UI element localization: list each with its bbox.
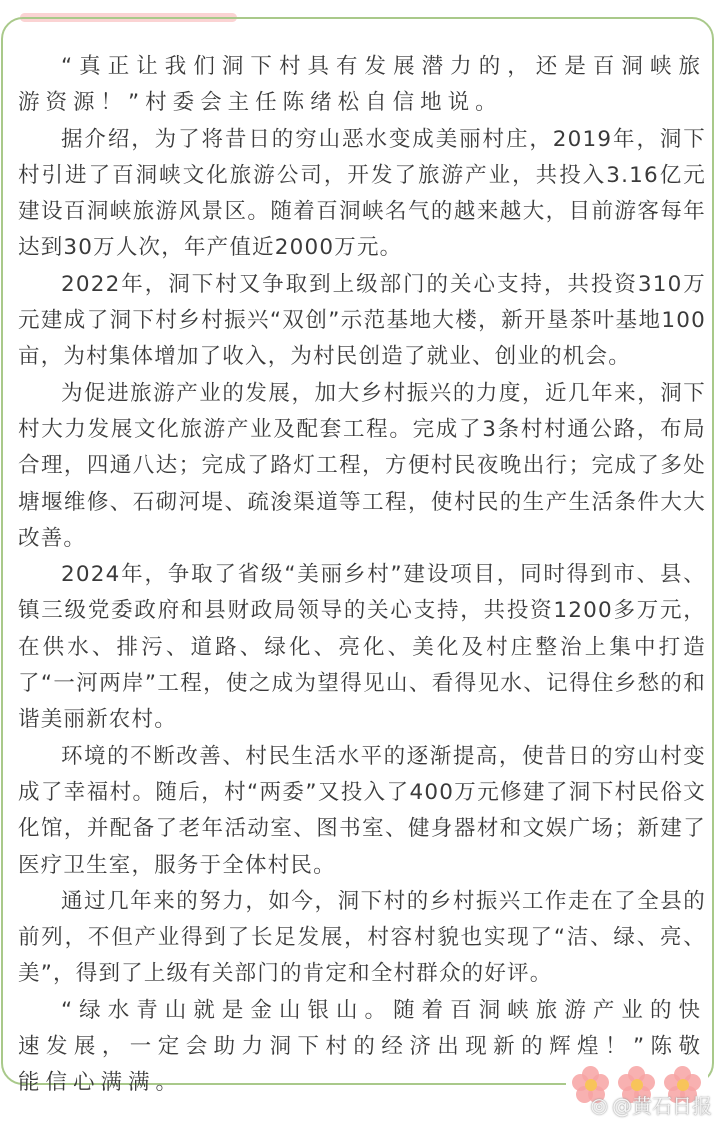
paragraph-4: 为促进旅游产业的发展，加大乡村振兴的力度，近几年来，洞下村大力发展文化旅游产业及配套工程。完成了3条村村通公路，布局合理，四通八达；完成了路灯工程，方便村民夜晚出行；完成了多处塘堰维修、石砌河堤、疏浚渠道等工程，使村民的生产生活条件大大改善。 — [18, 380, 706, 551]
paragraph-7: 通过几年来的努力，如今，洞下村的乡村振兴工作走在了全县的前列，不但产业得到了长足发展，村容村貌也实现了“洁、绿、亮、美”，得到了上级有关部门的肯定和全村群众的好评。 — [18, 888, 706, 987]
paragraph-5: 2024年，争取了省级“美丽乡村”建设项目，同时得到市、县、镇三级党委政府和县财政局领导的关心支持，共投资1200多万元，在供水、排污、道路、绿化、亮化、美化及村庄整治上集中打造了“一河两岸”工程，使之成为望得见山、看得见水、记得住乡愁的和谐美丽新农村。 — [18, 562, 706, 733]
paragraph-3: 2022年，洞下村又争取到上级部门的关心支持，共投资310万元建成了洞下村乡村振兴“双创”示范基地大楼，新开垦茶叶基地100亩，为村集体增加了收入，为村民创造了就业、创业的机会。 — [18, 271, 706, 370]
article-body — [18, 49, 706, 1102]
paragraph-1: “真正让我们洞下村具有发展潜力的，还是百洞峡旅游资源！”村委会主任陈绪松自信地说。 — [18, 54, 706, 116]
paragraph-6: 环境的不断改善、村民生活水平的逐渐提高，使昔日的穷山村变成了幸福村。随后，村“两委”又投入了400万元修建了洞下村民俗文化馆，并配备了老年活动室、图书室、健身器材和文娱广场；新建了医疗卫生室，服务于全体村民。 — [18, 743, 706, 878]
weibo-icon: ◎ — [590, 1092, 608, 1117]
paragraph-2: 据介绍，为了将昔日的穷山恶水变成美丽村庄，2019年，洞下村引进了百洞峡文化旅游公司，开发了旅游产业，共投入3.16亿元建设百洞峡旅游风景区。随着百洞峡名气的越来越大，目前游客每年达到30万人次，年产值近2000万元。 — [18, 126, 706, 261]
watermark — [591, 1090, 712, 1119]
watermark-text: @黄石日报 — [612, 1094, 712, 1118]
paragraph-8: “绿水青山就是金山银山。随着百洞峡旅游产业的快速发展，一定会助力洞下村的经济出现新的辉煌！”陈敬能信心满满。 — [18, 997, 706, 1096]
